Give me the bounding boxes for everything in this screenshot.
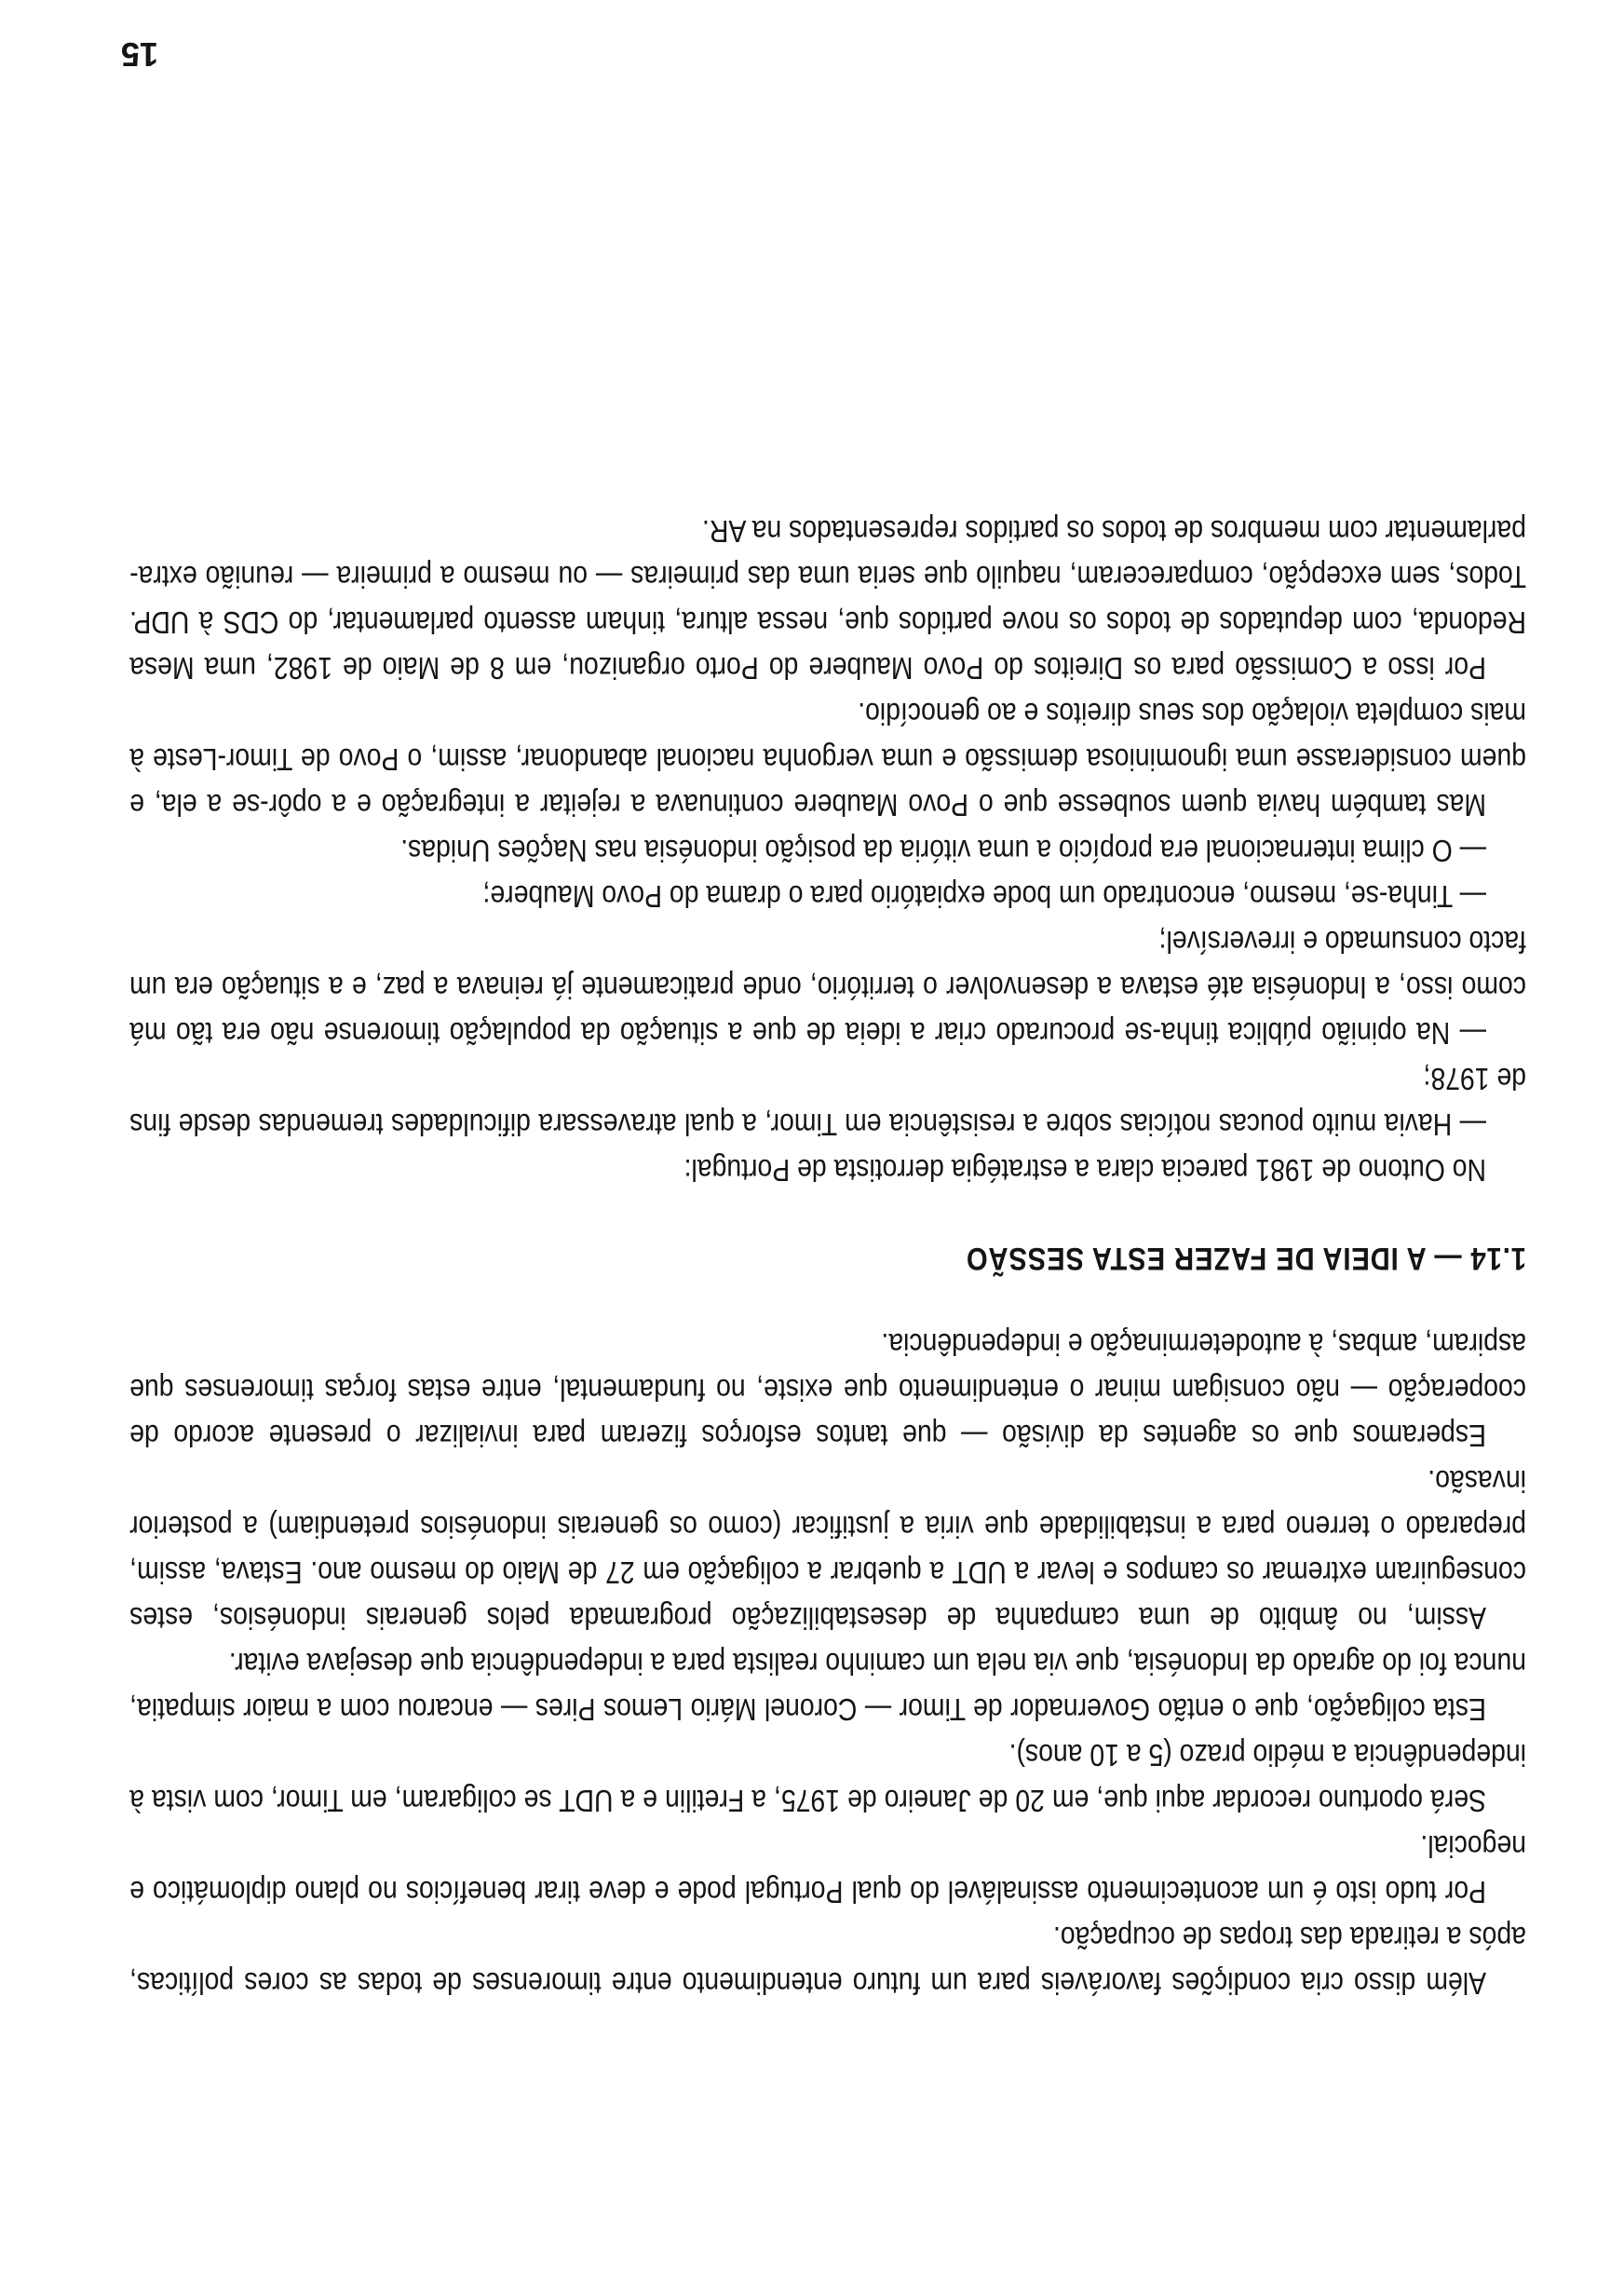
paragraph: Será oportuno recordar aqui que, em 20 de Janeiro de 1975, a Fretilin e a UDT se coligaram, em Timor, com vista à independência a médio prazo (5 a 10 anos). <box>129 1738 1526 1818</box>
section-title: 1.14 — A IDEIA DE FAZER ESTA SESSÃO <box>965 1241 1526 1276</box>
paragraph: Por tudo isto é um acontecimento assinalável do qual Portugal pode e deve tirar benefícios no plano diplomático e negocial. <box>129 1829 1526 1909</box>
list-item: — O clima internacional era propício a uma vitória da posição indonésia nas Nações Unidas. <box>400 834 1486 868</box>
list-item: — Tinha-se, mesmo, encontrado um bode expiatório para o drama do Povo Maubere; <box>482 879 1486 914</box>
paragraph: Esperamos que os agentes da divisão — que tantos esforços fizeram para invializar o presente acordo de cooperação — não consigam minar o entendimento que existe, no fundamental, entre estas forças timorenses que aspiram, ambas, à autodeterminação e independência. <box>129 1327 1526 1453</box>
list-item: — Havia muito poucas notícias sobre a resistência em Timor, a qual atravessara dificuldades tremendas desde fins de 1978; <box>129 1062 1526 1142</box>
paragraph: Por isso a Comissão para os Direitos do Povo Maubere do Porto organizou, em 8 de Maio de 1982, uma Mesa Redonda, com deputados de todos os nove partidos que, nessa altura, tinham assento parlamentar, do CDS à UDP. Todos, sem excepção, compareceram, naquilo que seria uma das primeiras — ou mesmo a primeira — reunião extra-parlamentar com membros de todos os partidos representados na AR. <box>129 514 1526 686</box>
page-number: 15 <box>120 35 158 74</box>
list-item: — Na opinião pública tinha-se procurado criar a ideia de que a situação da população timorense não era tão má como isso, a Indonésia até estava a desenvolver o território, onde praticamente já reinava a paz, e a situação era um facto consumado e irreversível; <box>129 925 1526 1051</box>
paragraph: Mas também havia quem soubesse que o Povo Maubere continuava a rejeitar a integração e a opôr-se a ela, e quem considerasse uma ignominiosa demissão e uma vergonha nacional abandonar, assim, o Povo de Timor-Leste à mais completa violação dos seus direitos e ao genocídio. <box>129 697 1526 822</box>
paragraph: No Outono de 1981 parecia clara a estratégia derrotista de Portugal: <box>683 1153 1486 1188</box>
paragraph: Esta coligação, que o então Governador de Timor — Coronel Mário Lemos Pires — encarou com a maior simpatia, nunca foi do agrado da Indonésia, que via nela um caminho realista para a independência que desejava evitar. <box>129 1647 1526 1727</box>
paragraph: Assim, no âmbito de uma campanha de desestabilização programada pelos generais indonésios, estes conseguiram extremar os campos e levar a UDT a quebrar a coligação em 27 de Maio do mesmo ano. Estava, assim, preparado o terreno para a instabilidade que viria a justificar (como os generais indonésios pretendiam) a posterior invasão. <box>129 1464 1526 1636</box>
body-text <box>129 509 1526 2006</box>
paragraph: Além disso cria condições favoráveis para um futuro entendimento entre timorenses de todas as cores políticas, após a retirada das tropas de ocupação. <box>129 1921 1526 2001</box>
